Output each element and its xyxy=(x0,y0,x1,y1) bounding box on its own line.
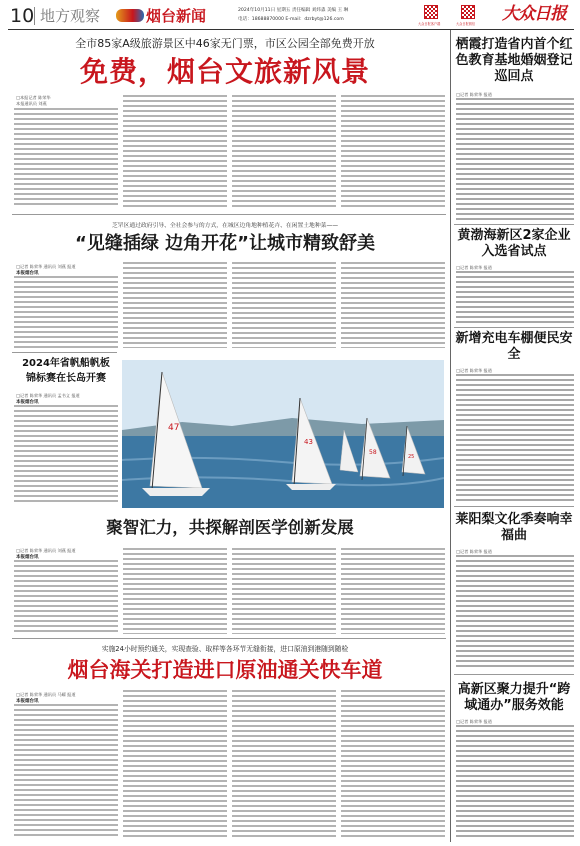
article-3-body-top xyxy=(14,405,118,423)
article-3-headline-2: 锦标赛在长岛开赛 xyxy=(26,373,106,384)
article-4-byline: □记者 陈荣华 通讯员 刘燕 报道 xyxy=(16,548,76,553)
date-line: 2024年10月11日 星期五 责任编辑 刘炜淼 美编 王 琳 xyxy=(238,8,349,13)
article-4-body-col-3 xyxy=(232,548,336,634)
article-4-body-col-1 xyxy=(14,560,118,634)
section-bar xyxy=(34,7,35,25)
sidebar-item-4-body xyxy=(456,555,574,670)
sidebar-item-3-body xyxy=(456,374,574,502)
article-1-rule xyxy=(12,214,446,215)
article-3-lead: 本报烟台讯 xyxy=(16,400,39,405)
article-3-headline-1: 2024年省帆船帆板 xyxy=(22,358,110,369)
sidebar-item-3-byline: □记者 陈荣华 报道 xyxy=(456,368,492,373)
article-4-rule xyxy=(12,638,446,639)
article-4-headline: 聚智汇力，共探解剖医学创新发展 xyxy=(106,518,354,537)
sidebar-item-1-body xyxy=(456,98,574,220)
section-name: 烟台新闻 xyxy=(146,7,207,25)
section-emblem xyxy=(116,9,144,22)
article-4-body-col-2 xyxy=(123,548,227,634)
article-1-kicker: 全市85家A级旅游景区中46家无门票，市区公园全部免费开放 xyxy=(75,37,375,50)
newspaper-logo: 大众日报 xyxy=(502,4,566,24)
sidebar-rule-3 xyxy=(454,506,574,507)
sidebar-item-2-title: 黄渤海新区2家企业入选省试点 xyxy=(457,228,571,259)
sail-number-2: 43 xyxy=(304,438,313,446)
article-2-body-col-2 xyxy=(123,262,227,348)
sailing-illustration xyxy=(122,360,444,508)
qr-caption-wechat: 大众日报微信 xyxy=(456,22,476,26)
sail-number-4: 25 xyxy=(408,454,415,460)
sidebar-rule-4 xyxy=(454,674,574,675)
article-1-byline-2: 本报通讯员 刘燕 xyxy=(16,101,47,106)
sidebar-item-2-body xyxy=(456,271,574,323)
sidebar-item-1-title: 栖霞打造省内首个红色教育基地婚姻登记巡回点 xyxy=(455,37,573,84)
article-2-byline: □记者 陈荣华 通讯员 刘燕 报道 xyxy=(16,264,76,269)
article-1-body-col-3 xyxy=(232,95,336,208)
section-label: 地方观察 xyxy=(40,7,101,25)
sailing-photo xyxy=(122,360,444,508)
article-3-body xyxy=(14,425,118,505)
article-5-kicker: 实施24小时预约通关，实现查验、取样等各环节无缝衔接，进口原油到港随到随检 xyxy=(101,645,349,653)
article-2-kicker: 芝罘区通过政府引导、全社会参与的方式，在城区边角地种植花卉、在闲置土地种菜—— xyxy=(111,223,339,229)
page-number: 10 xyxy=(10,5,35,27)
article-4-lead: 本报烟台讯 xyxy=(16,555,39,560)
sidebar-item-4-title: 莱阳梨文化季奏响幸福曲 xyxy=(455,512,573,543)
article-5-body-col-4 xyxy=(341,690,445,838)
article-2-body-col-1 xyxy=(14,276,118,348)
article-1-body-col-2 xyxy=(123,95,227,208)
article-2-headline: “见缝插绿 边角开花”让城市精致舒美 xyxy=(75,233,375,254)
masthead-rule xyxy=(8,29,574,30)
sidebar-divider xyxy=(450,30,451,842)
sail-number-3: 58 xyxy=(369,449,377,456)
article-2-body-col-3 xyxy=(232,262,336,348)
article-5-body-col-3 xyxy=(232,690,336,838)
sail-number-1: 47 xyxy=(168,423,180,433)
sidebar-rule-2 xyxy=(454,327,574,328)
article-5-byline: □记者 陈荣华 通讯员 马耀 报道 xyxy=(16,692,76,697)
qr-caption-client: 大众日报客户端 xyxy=(418,22,441,26)
sidebar-item-5-byline: □记者 陈荣华 报道 xyxy=(456,719,492,724)
sidebar-item-2-byline: □记者 陈荣华 报道 xyxy=(456,265,492,270)
sidebar-item-5-body xyxy=(456,725,574,838)
masthead xyxy=(0,0,580,30)
article-5-body-col-2 xyxy=(123,690,227,838)
article-2-lead: 本报烟台讯 xyxy=(16,271,39,276)
qr-code-wechat xyxy=(461,5,475,19)
sidebar-item-3-title: 新增充电车棚便民安全 xyxy=(455,331,573,362)
qr-code-client xyxy=(424,5,438,19)
article-1-byline-1: □本报记者 陈荣华 xyxy=(16,95,51,100)
sidebar-item-4-byline: □记者 陈荣华 报道 xyxy=(456,549,492,554)
article-5-body-col-1 xyxy=(14,704,118,838)
contact-line: 电话：18688870000 E-mail：dzrbyt@126.com xyxy=(238,17,344,22)
article-3-byline: □记者 陈荣华 通讯员 孟书义 报道 xyxy=(16,393,80,398)
article-2-body-col-4 xyxy=(341,262,445,348)
sidebar-item-1-byline: □记者 陈荣华 报道 xyxy=(456,92,492,97)
sidebar-item-5-title: 高新区聚力提升“跨域通办”服务效能 xyxy=(457,682,571,713)
article-1-headline: 免费，烟台文旅新风景 xyxy=(79,55,370,88)
sidebar-rule-1 xyxy=(454,224,574,225)
article-5-lead: 本报烟台讯 xyxy=(16,699,39,704)
article-3-rule xyxy=(12,352,117,353)
article-5-headline: 烟台海关打造进口原油通关快车道 xyxy=(67,658,383,682)
article-1-body-col-4 xyxy=(341,95,445,208)
article-1-body-col-1 xyxy=(14,108,118,208)
article-4-body-col-4 xyxy=(341,548,445,634)
